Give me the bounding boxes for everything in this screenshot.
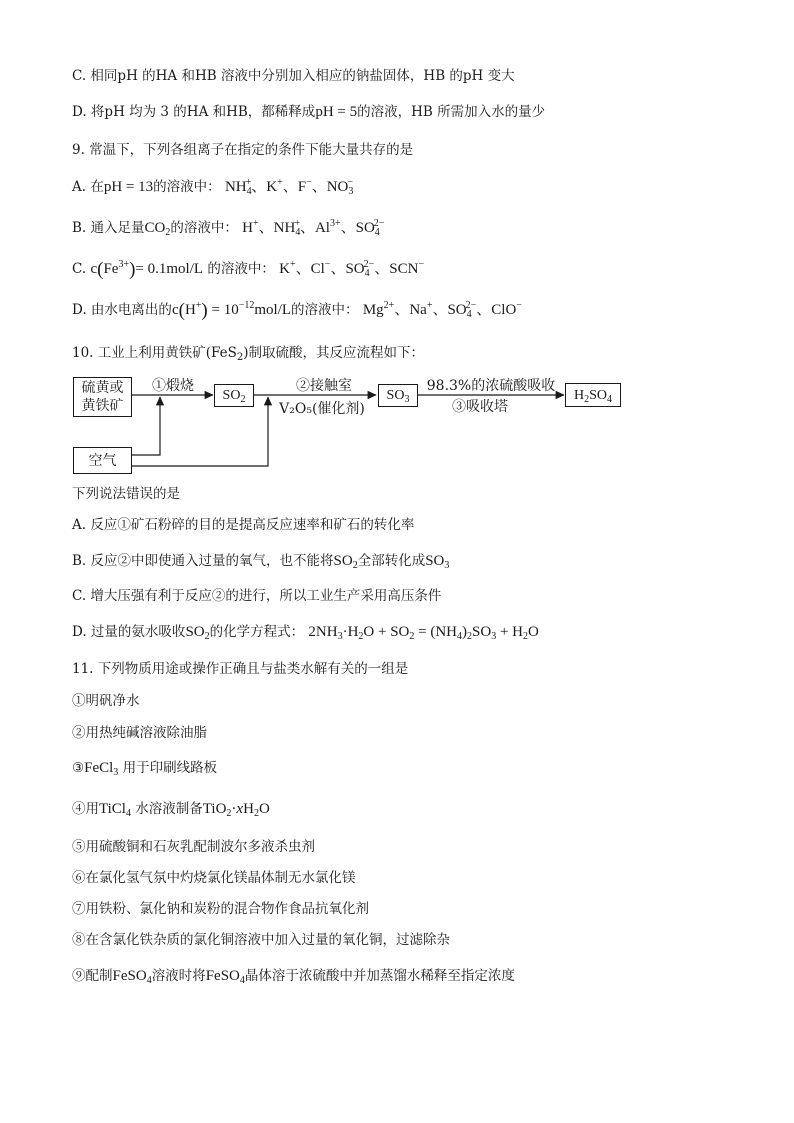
option-8c: C. 相同pH 的HA 和HB 溶液中分别加入相应的钠盐固体，HB 的pH 变大 <box>72 68 515 84</box>
item-7: ⑦用铁粉、氯化钠和炭粉的混合物作食品抗氧化剂 <box>72 901 369 917</box>
air-box: 空气 <box>73 447 132 474</box>
question-10-intro: 下列说法错误的是 <box>72 486 180 502</box>
step3-bottom-label: ③吸收塔 <box>452 399 508 415</box>
question-10: 10. 工业上利用黄铁矿(FeS$_2$)制取硫酸，其反应流程如下： <box>72 345 425 363</box>
co2-formula: $CO_2$ <box>144 220 171 238</box>
option-9d: D. 由水电离出的$c(H^+) = 10^{-12}mol/L$的溶液中： $Mg^{2+}$、Na+、$SO_4^{2-}$、ClO− <box>72 300 522 321</box>
ore-box: 硫黄或 黄铁矿 <box>73 377 132 417</box>
item-1: ①明矾净水 <box>72 693 140 709</box>
question-11: 11. 下列物质用途或操作正确且与盐类水解有关的一组是 <box>72 661 409 677</box>
option-10a: A. 反应①矿石粉碎的目的是提高反应速率和矿石的转化率 <box>72 517 415 533</box>
item-6: ⑥在氯化氢气氛中灼烧氯化镁晶体制无水氯化镁 <box>72 870 356 886</box>
so3-box: $SO_3$ <box>378 384 418 407</box>
option-9c: C. $c(Fe^{3+})= 0.1mol/L$ 的溶液中： K+、Cl−、$SO_4^{2-}$、SCN− <box>72 259 425 280</box>
item-9: ⑨配制FeSO$_4$溶液时将FeSO$_4$晶体溶于浓硫酸中并加蒸馏水稀释至指定浓度 <box>72 968 515 986</box>
option-9b: B. 通入足量$CO_2$的溶液中： H+、$NH_4^+$、$Al^{3+}$、$SO_4^{2-}$ <box>72 218 385 238</box>
option-10d: D. 过量的氨水吸收$SO_2$的化学方程式： $2NH_3\cdot H_2O + SO_2 = (NH_4)_2SO_3 + H_2O$ <box>72 624 539 642</box>
option-9a: A. 在pH = 13的溶液中： $NH_4^+$、K+、F−、$NO_3^-$ <box>72 177 354 197</box>
step3-top-label: 98.3%的浓硫酸吸收 <box>426 378 556 394</box>
h-concentration: $c(H^+) = 10^{-12}$ <box>171 300 255 321</box>
item-2: ②用热纯碱溶液除油脂 <box>72 725 207 741</box>
question-9: 9. 常温下，下列各组离子在指定的条件下能大量共存的是 <box>72 142 414 158</box>
equation: $2NH_3\cdot H_2O + SO_2 = (NH_4)_2SO_3 + H_2O$ <box>308 624 539 642</box>
fe3-concentration: $c(Fe^{3+})$ <box>90 259 136 280</box>
option-10b: B. 反应②中即使通入过量的氧气，也不能将$SO_2$全部转化成$SO_3$ <box>72 553 450 571</box>
item-5: ⑤用硫酸铜和石灰乳配制波尔多液杀虫剂 <box>72 839 315 855</box>
h2so4-box: $H_2SO_4$ <box>565 383 621 407</box>
step2-label: ②接触室 <box>296 378 352 394</box>
item-8: ⑧在含氯化铁杂质的氯化铜溶液中加入过量的氧化铜，过滤除杂 <box>72 932 450 948</box>
step1-label: ①煅烧 <box>152 378 194 394</box>
item-3: ③FeCl$_3$ 用于印刷线路板 <box>72 760 218 778</box>
catalyst-label: V₂O₅(催化剂) <box>279 401 365 417</box>
item-4: ④用TiCl$_4$ 水溶液制备$TiO_2\cdot xH_2O$ <box>72 801 270 819</box>
ion-list: $Mg^{2+}$、Na+、$SO_4^{2-}$、ClO− <box>362 300 522 320</box>
option-10c: C. 增大压强有利于反应②的进行，所以工业生产采用高压条件 <box>72 588 442 604</box>
ion-list: $NH_4^+$、K+、F−、$NO_3^-$ <box>224 177 354 197</box>
ion-list: H+、$NH_4^+$、$Al^{3+}$、$SO_4^{2-}$ <box>242 218 385 238</box>
so2-box: $SO_2$ <box>214 384 254 407</box>
ion-list: K+、Cl−、$SO_4^{2-}$、SCN− <box>279 259 425 279</box>
option-8d: D. 将pH 均为 3 的HA 和HB，都稀释成pH = 5的溶液，HB 所需加入水的量少 <box>72 104 546 120</box>
